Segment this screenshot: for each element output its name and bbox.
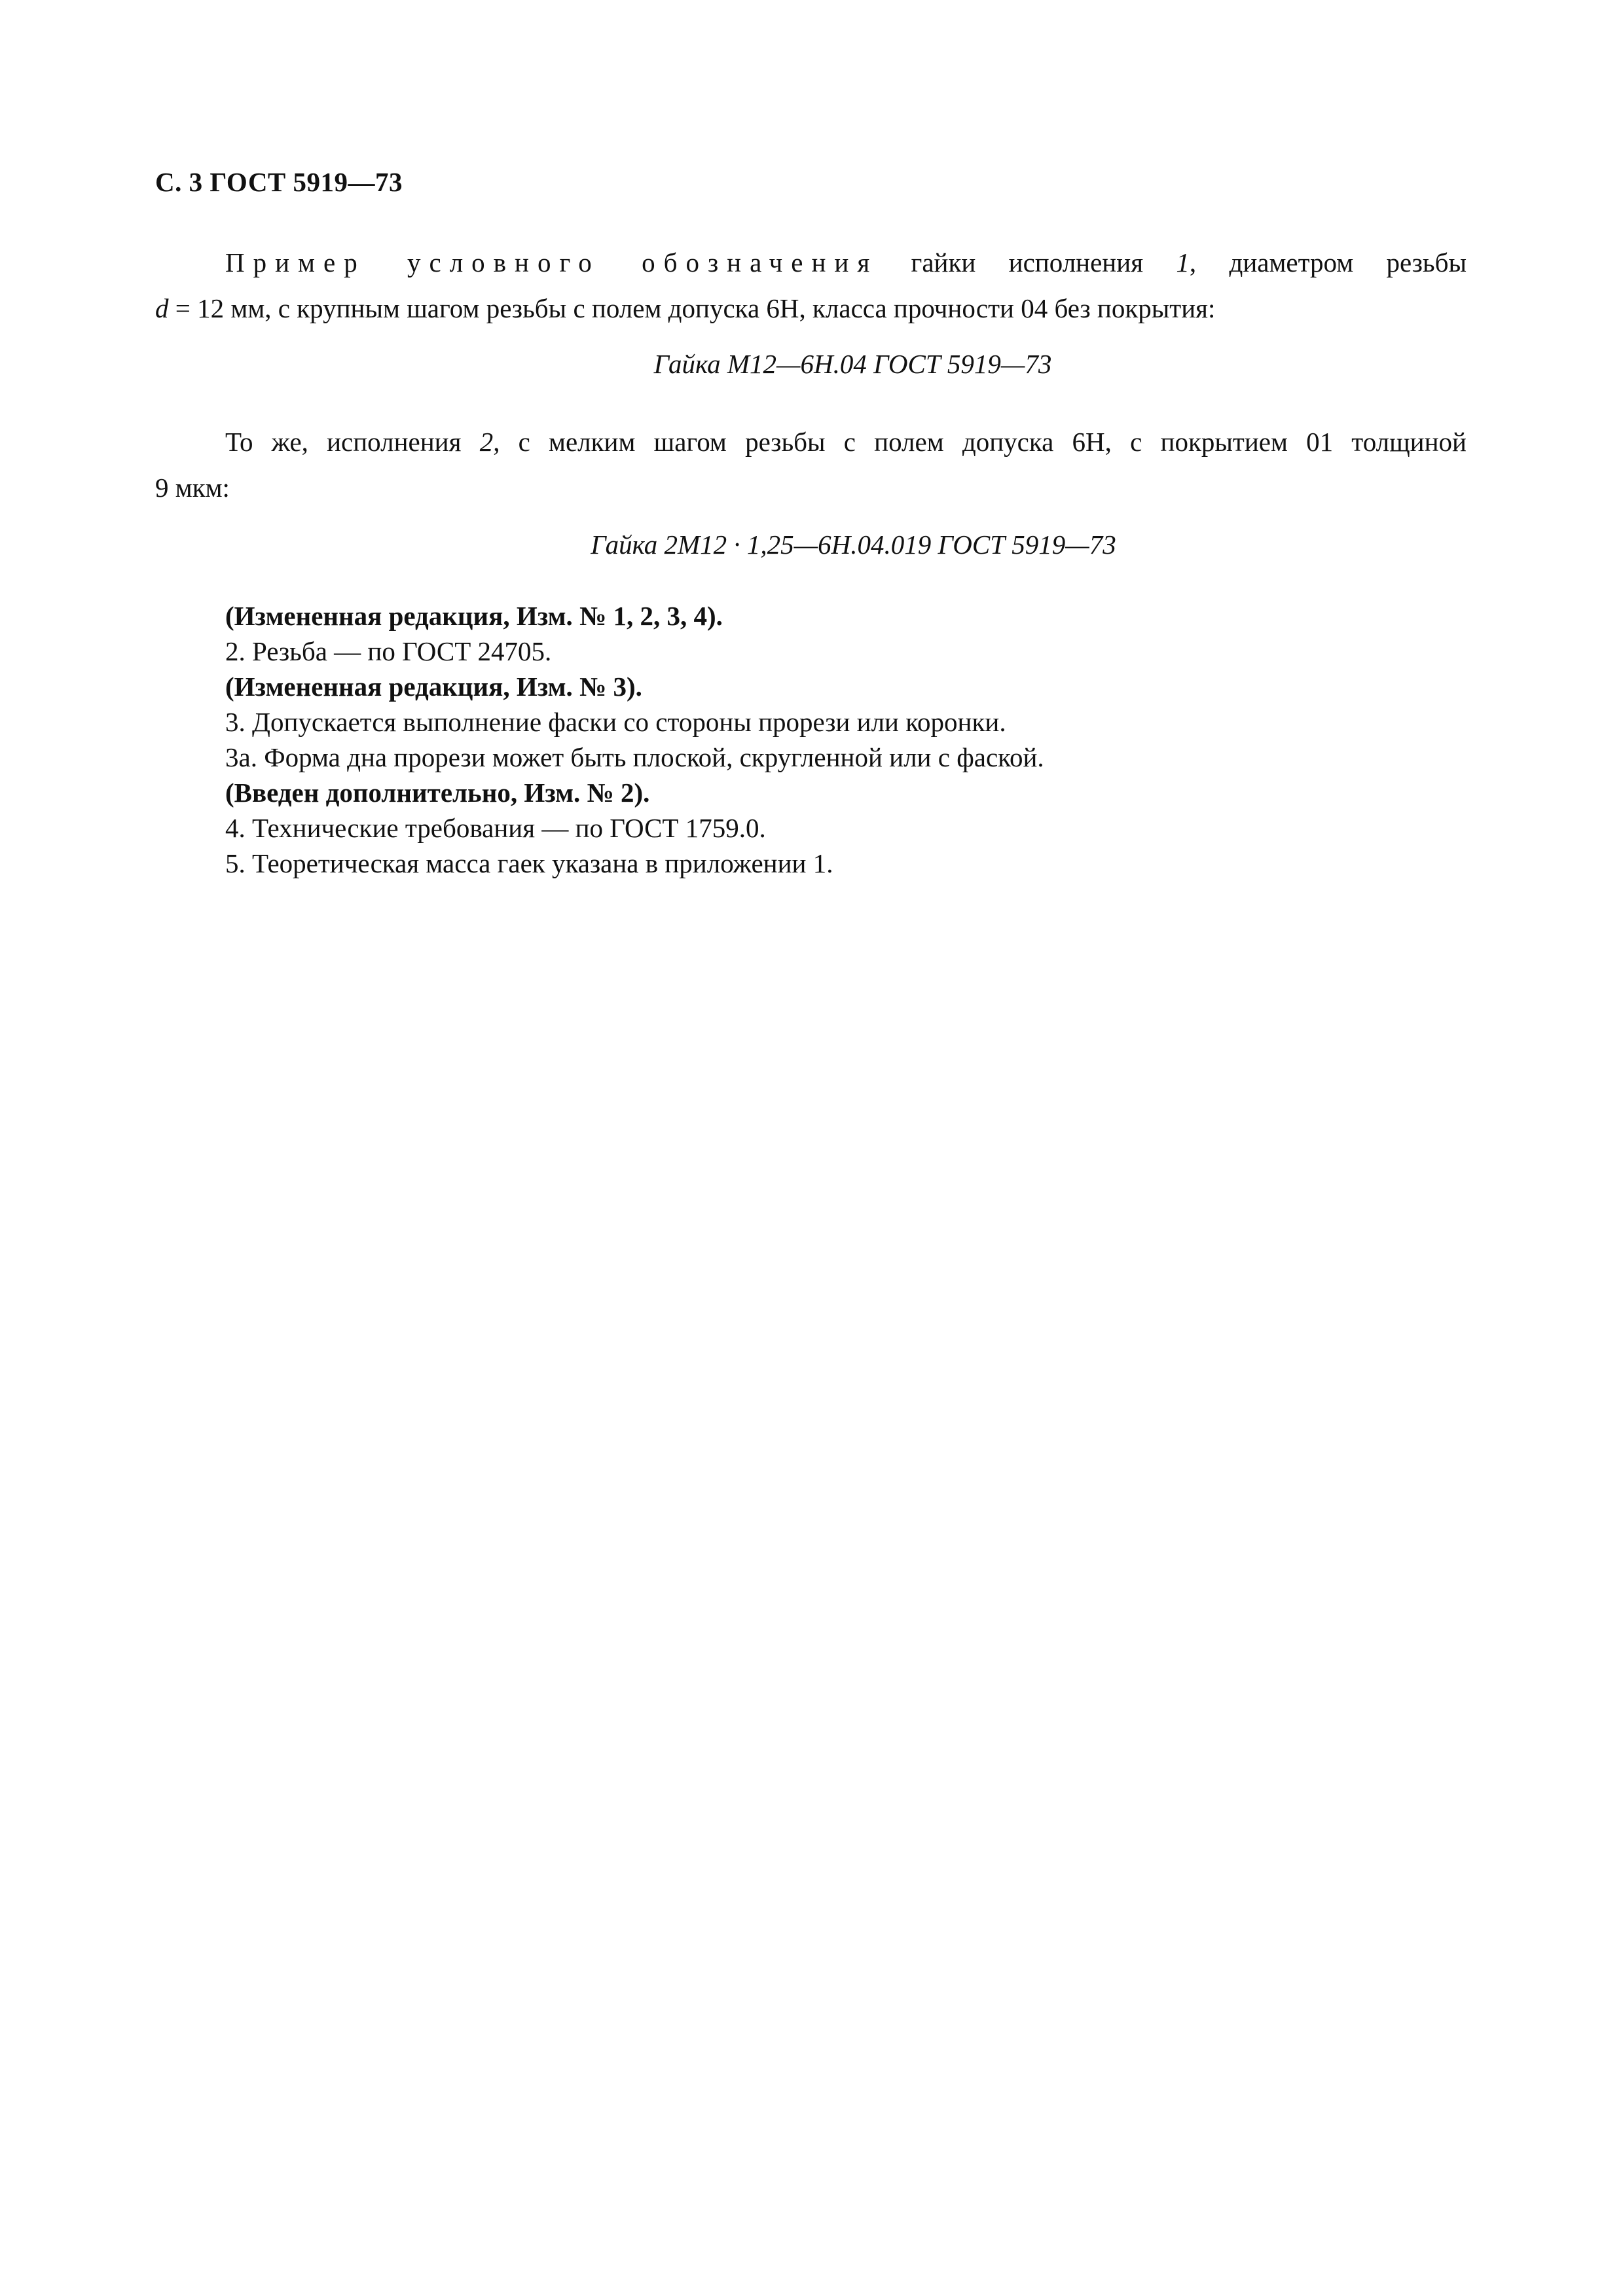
amendment-note: (Измененная редакция, Изм. № 3). xyxy=(225,672,642,702)
example-1-rest: , диаметром резьбы xyxy=(1189,247,1467,278)
designation-example-2: Гайка 2М12 · 1,25—6Н.04.019 ГОСТ 5919—73 xyxy=(591,529,1116,560)
example-2-variant: 2 xyxy=(479,427,494,457)
clause-item: 5. Теоретическая масса гаек указана в приложении 1. xyxy=(225,848,833,878)
example-2-rest: , с мелким шагом резьбы с полем допуска 6Н, с покрытием 01 толщиной xyxy=(493,427,1467,457)
clauses-list xyxy=(225,598,1044,881)
example-1-line-2-text: = 12 мм, с крупным шагом резьбы с полем допуска 6Н, класса прочности 04 без покрытия: xyxy=(175,293,1216,323)
designation-example-1: Гайка М12—6Н.04 ГОСТ 5919—73 xyxy=(653,349,1052,379)
example-paragraph-2-line-2: 9 мкм: xyxy=(155,473,230,503)
clause-item: 2. Резьба — по ГОСТ 24705. xyxy=(225,636,552,666)
clause-item: 3а. Форма дна прорези может быть плоской, скругленной или с фаской. xyxy=(225,742,1044,772)
example-paragraph-1 xyxy=(155,240,1467,331)
example-2-text: То же, исполнения xyxy=(225,427,462,457)
clause-item: 4. Технические требования — по ГОСТ 1759.0. xyxy=(225,813,766,843)
page-header: С. 3 ГОСТ 5919—73 xyxy=(155,167,403,197)
example-paragraph-2 xyxy=(155,419,1467,511)
example-1-text: гайки исполнения xyxy=(911,247,1144,278)
example-paragraph-1-line-1 xyxy=(155,240,1467,285)
example-lead-spaced: Пример условного обозначения xyxy=(225,247,879,278)
amendment-note: (Измененная редакция, Изм. № 1, 2, 3, 4). xyxy=(225,601,723,631)
example-paragraph-2-line-1 xyxy=(155,419,1467,465)
example-1-diameter-var: d xyxy=(155,293,169,323)
example-1-variant: 1 xyxy=(1176,247,1190,278)
amendment-note: (Введен дополнительно, Изм. № 2). xyxy=(225,778,650,808)
example-paragraph-1-line-2 xyxy=(155,285,1467,331)
clause-item: 3. Допускается выполнение фаски со стороны прорези или коронки. xyxy=(225,707,1006,737)
